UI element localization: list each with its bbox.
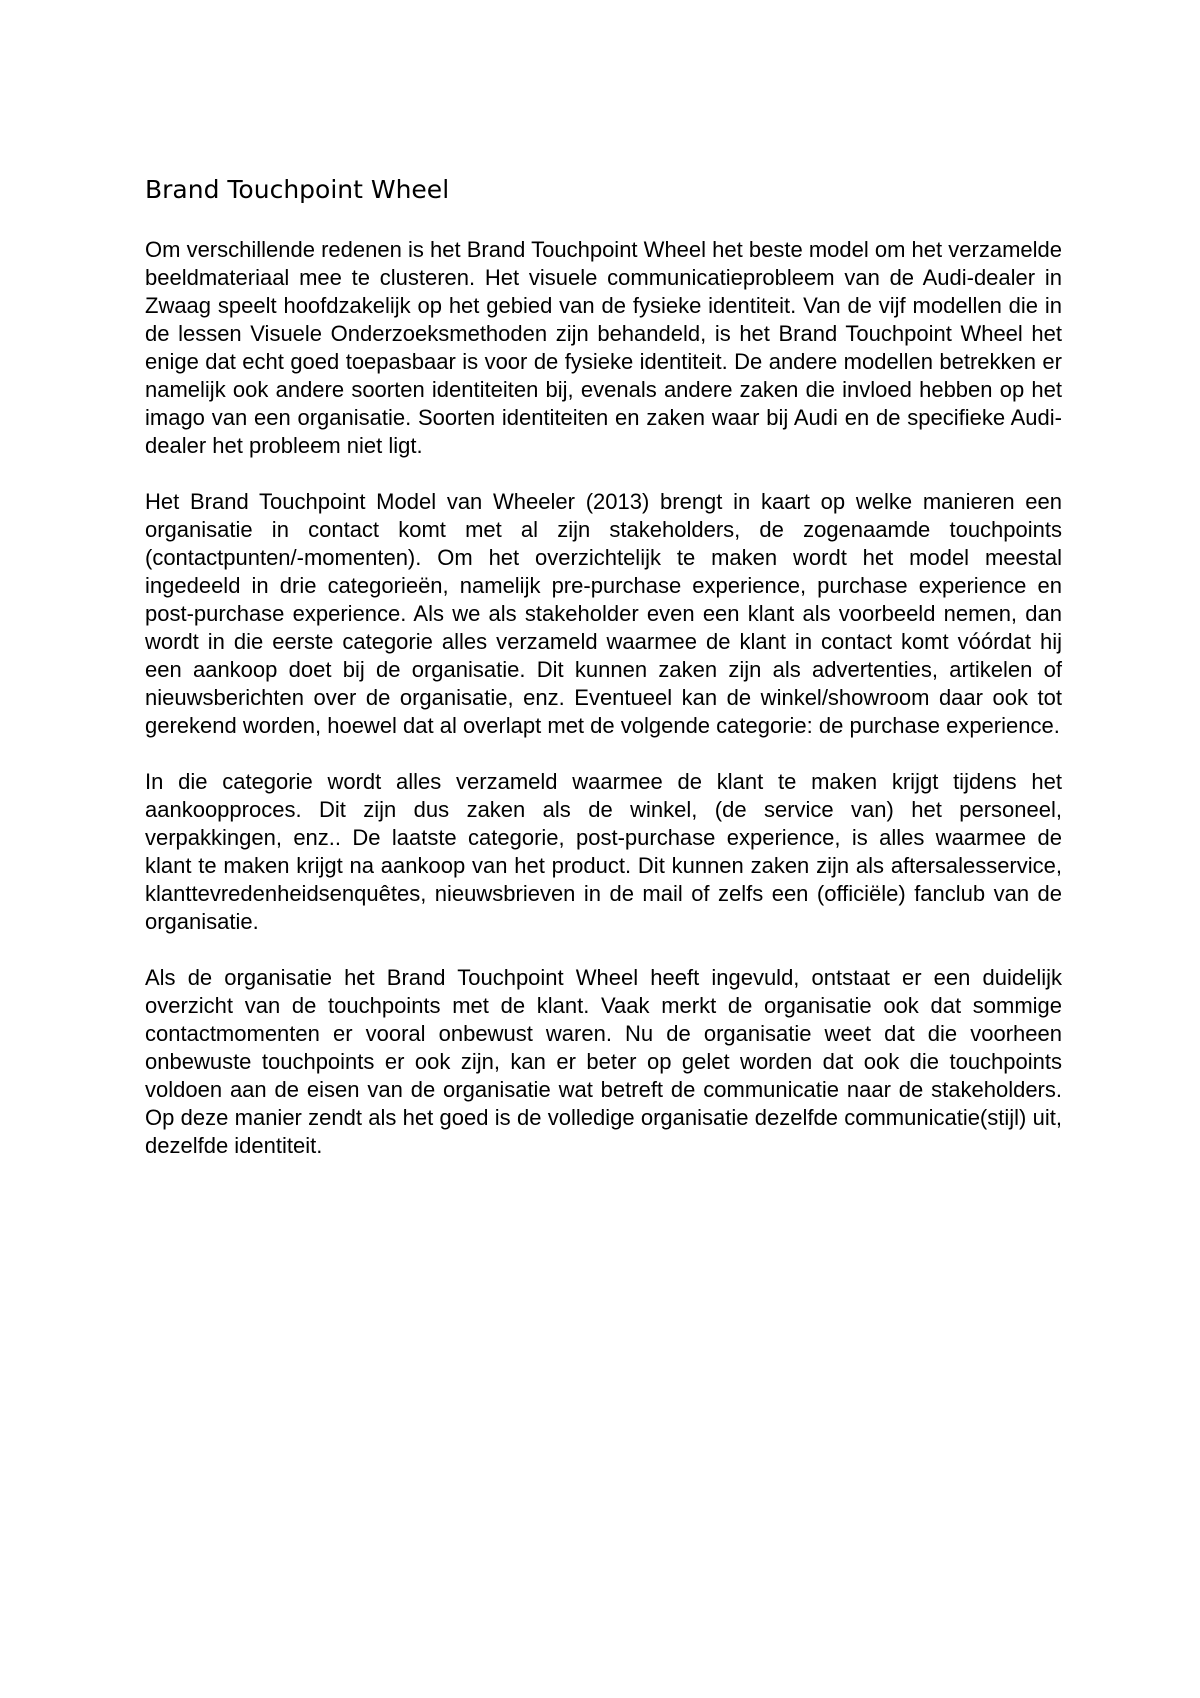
paragraph-2: Het Brand Touchpoint Model van Wheeler (2013) brengt in kaart op welke manieren een organisatie in contact komt met al zijn stakeholders, de zogenaamde touchpoints (contactpunten/-momenten). Om het overzichtelijk te maken wordt het model meestal ingedeeld in drie categorieën, namelijk pre-purchase experience, purchase experience en post-purchase experience. Als we als stakeholder even een klant als voorbeeld nemen, dan wordt in die eerste categorie alles verzameld waarmee de klant in contact komt vóórdat hij een aankoop doet bij de organisatie. Dit kunnen zaken zijn als advertenties, artikelen of nieuwsberichten over de organisatie, enz. Eventueel kan de winkel/showroom daar ook tot gerekend worden, hoewel dat al overlapt met de volgende categorie: de purchase experience. xyxy=(145,489,1062,738)
document-body xyxy=(145,170,1062,1188)
paragraph-1: Om verschillende redenen is het Brand Touchpoint Wheel het beste model om het verzamelde beeldmateriaal mee te clusteren. Het visuele communicatieprobleem van de Audi-dealer in Zwaag speelt hoofdzakelijk op het gebied van de fysieke identiteit. Van de vijf modellen die in de lessen Visuele Onderzoeksmethoden zijn behandeld, is het Brand Touchpoint Wheel het enige dat echt goed toepasbaar is voor de fysieke identiteit. De andere modellen betrekken er namelijk ook andere soorten identiteiten bij, evenals andere zaken die invloed hebben op het imago van een organisatie. Soorten identiteiten en zaken waar bij Audi en de specifieke Audi-dealer het probleem niet ligt. xyxy=(145,237,1062,458)
paragraph-4: Als de organisatie het Brand Touchpoint Wheel heeft ingevuld, ontstaat er een duidelijk overzicht van de touchpoints met de klant. Vaak merkt de organisatie ook dat sommige contactmomenten er vooral onbewust waren. Nu de organisatie weet dat die voorheen onbewuste touchpoints er ook zijn, kan er beter op gelet worden dat ook die touchpoints voldoen aan de eisen van de organisatie wat betreft de communicatie naar de stakeholders. Op deze manier zendt als het goed is de volledige organisatie dezelfde communicatie(stijl) uit, dezelfde identiteit. xyxy=(145,965,1062,1158)
document-title: Brand Touchpoint Wheel xyxy=(145,175,450,204)
paragraph-3: In die categorie wordt alles verzameld waarmee de klant te maken krijgt tijdens het aankoopproces. Dit zijn dus zaken als de winkel, (de service van) het personeel, verpakkingen, enz.. De laatste categorie, post-purchase experience, is alles waarmee de klant te maken krijgt na aankoop van het product. Dit kunnen zaken zijn als aftersalesservice, klanttevredenheidsenquêtes, nieuwsbrieven in de mail of zelfs een (officiële) fanclub van de organisatie. xyxy=(145,769,1062,934)
